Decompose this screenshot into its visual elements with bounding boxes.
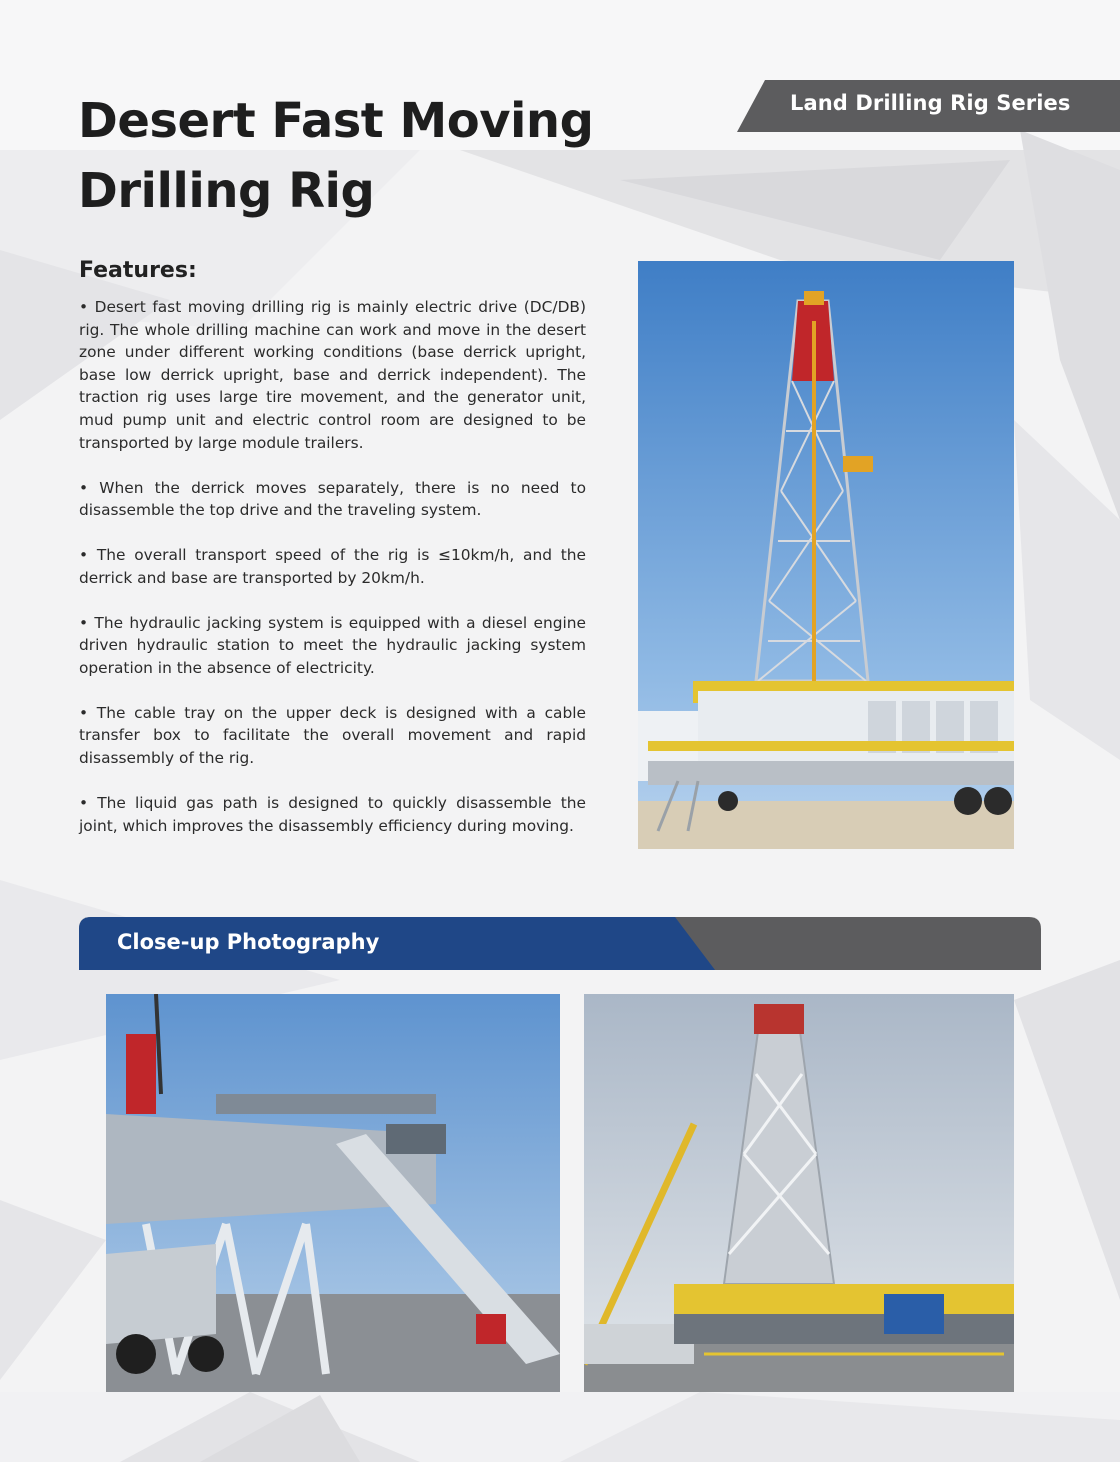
feature-item: • The overall transport speed of the rig is ≤10km/h, and the derrick and base are transported by 20km/h. <box>79 546 586 587</box>
feature-item: • The cable tray on the upper deck is designed with a cable transfer box to facilitate the overall movement and rapid disassembly of the rig. <box>79 703 586 768</box>
drilling-rig-illustration <box>638 261 1014 849</box>
hero-rig-photo <box>638 261 1014 849</box>
features-heading: Features: <box>79 258 197 283</box>
closeup-heading: Close-up Photography <box>117 930 380 954</box>
closeup-photo-derrick-crane <box>584 994 1014 1392</box>
series-label: Land Drilling Rig Series <box>790 91 1071 115</box>
series-tab <box>737 80 1120 132</box>
feature-item: • Desert fast moving drilling rig is mainly electric drive (DC/DB) rig. The whole drilling machine can work and move in the desert zone under different working conditions (base derrick upright, base low derrick upright, base and derrick independent). The traction rig uses large tire movement, and the generator unit, mud pump unit and electric control room are designed to be transported by large module trailers. <box>79 298 586 452</box>
rig-derrick-crane-illustration <box>584 994 1014 1392</box>
page-title-line-2: Drilling Rig <box>78 163 375 219</box>
page-title <box>78 86 618 226</box>
closeup-photo-substructure <box>106 994 560 1392</box>
feature-item: • The liquid gas path is designed to quickly disassemble the joint, which improves the disassembly efficiency during moving. <box>79 794 586 835</box>
page-title-line-1: Desert Fast Moving <box>78 93 594 149</box>
rig-substructure-illustration <box>106 994 560 1392</box>
closeup-section-bar <box>79 917 1041 970</box>
features-list <box>79 296 586 837</box>
feature-item: • When the derrick moves separately, there is no need to disassemble the top drive and the traveling system. <box>79 478 586 520</box>
feature-item: • The hydraulic jacking system is equipped with a diesel engine driven hydraulic station to meet the hydraulic jacking system operation in the absence of electricity. <box>79 613 586 677</box>
